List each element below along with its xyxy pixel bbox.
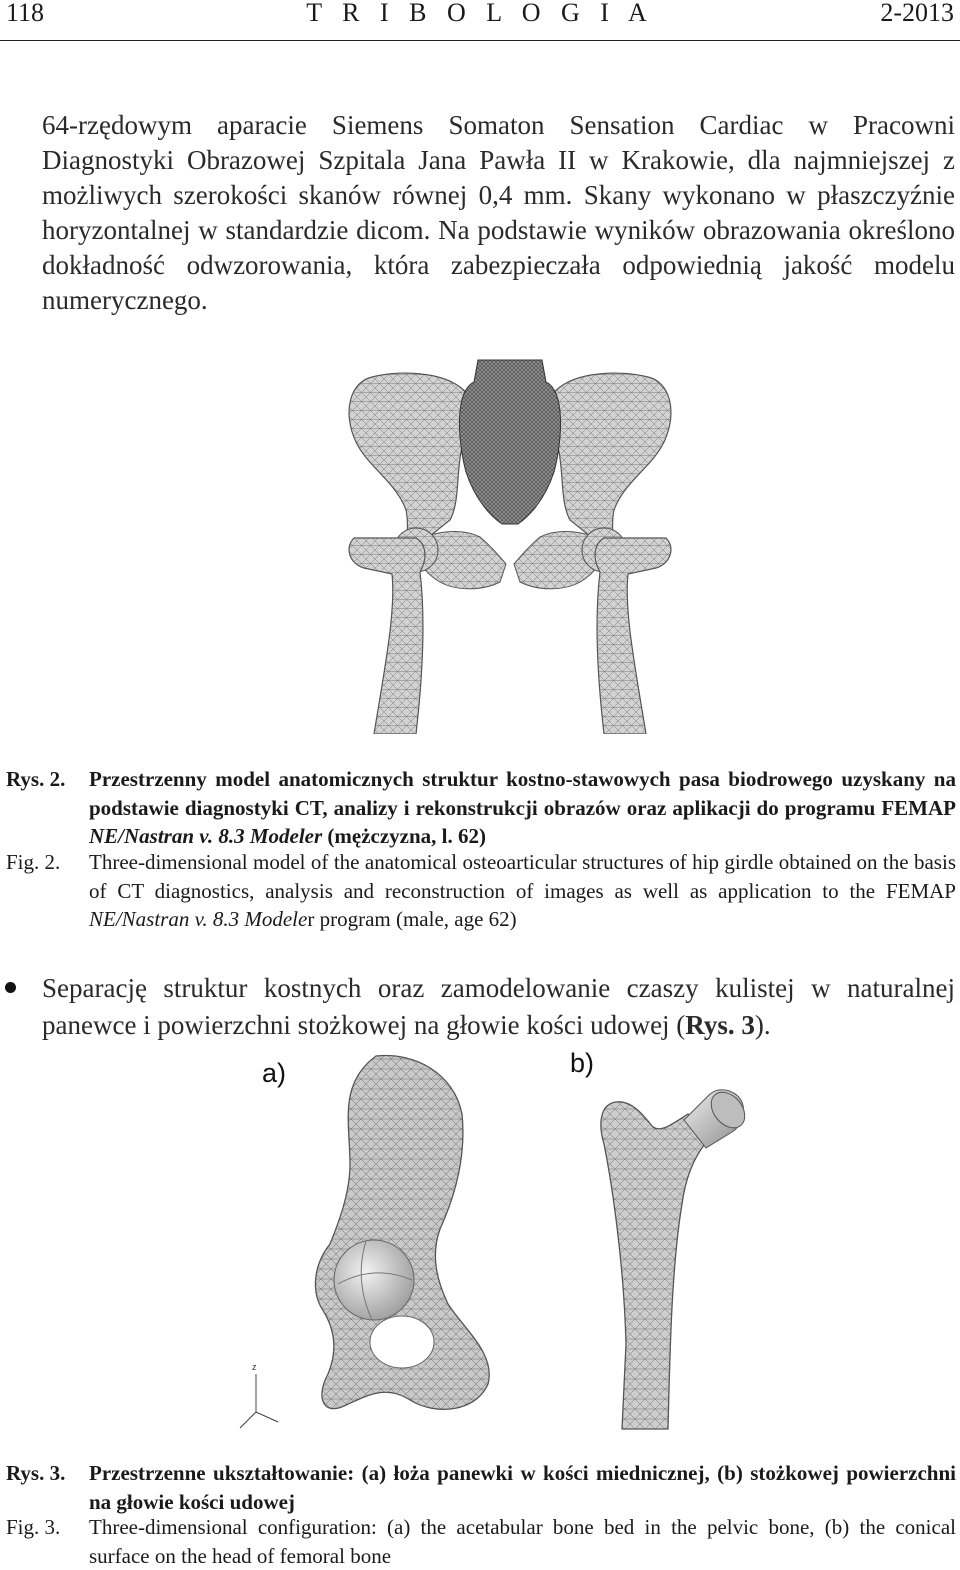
figure2-text-en: Three-dimensional model of the anatomical osteoarticular structures of hip girdle obtained on the basis of CT diagnostics, analysis and reconstruction of images as well as application to the FEMAP NE/Nastran v. 8.3 Modeler program (male, age 62) xyxy=(89,850,956,931)
figure3-label-pl: Rys. 3. xyxy=(6,1461,66,1485)
figure2-label-pl: Rys. 2. xyxy=(6,767,66,791)
journal-title: T R I B O L O G I A xyxy=(306,0,654,27)
figure2-caption-pl xyxy=(6,765,956,848)
figure2-caption-en xyxy=(6,848,956,936)
figure3-text-pl: Przestrzenne ukształtowanie: (a) łoża panewki w kości miednicznej, (b) stożkowej powierzchni na głowie kości udowej xyxy=(89,1461,956,1514)
bullet-point xyxy=(5,982,16,993)
intro-paragraph: 64-rzędowym aparacie Siemens Somaton Sensation Cardiac w Pracowni Diagnostyki Obrazowej Szpitala Jana Pawła II w Krakowie, dla najmniejszej z możliwych szerokości skanów równej 0,4 mm. Skany wykonano w płaszczyźnie horyzontalnej w standardzie dicom. Na podstawie wyników obrazowania określono dokładność odwzorowania, która zabezpieczała odpowiednią jakość modelu numerycznego. xyxy=(42,110,955,315)
femur-cone-mesh xyxy=(560,1044,760,1436)
running-header xyxy=(0,0,960,41)
figure2-text-pl: Przestrzenny model anatomicznych struktur kostno-stawowych pasa biodrowego uzyskany na podstawie diagnostyki CT, analizy i rekonstrukcji obrazów oraz aplikacji do programu FEMAP NE/Nastran v. 8.3 Modeler (mężczyzna, l. 62) xyxy=(89,767,956,848)
figure3-text-en: Three-dimensional configuration: (a) the acetabular bone bed in the pelvic bone, (b) the conical surface on the head of femoral bone xyxy=(89,1515,956,1568)
figure3-label-en: Fig. 3. xyxy=(6,1515,61,1539)
pelvic-bone-mesh xyxy=(226,1044,526,1436)
panel-b-label: b) xyxy=(570,1048,595,1078)
figure3-caption-en xyxy=(6,1513,956,1569)
figure3-caption-pl xyxy=(6,1459,956,1517)
issue-number: 2-2013 xyxy=(880,0,954,27)
figure2-label-en: Fig. 2. xyxy=(6,850,61,874)
bullet-text: Separację struktur kostnych oraz zamodelowanie czaszy kulistej w naturalnej panewce i powierzchni stożkowej na głowie kości udowej (Rys. 3). xyxy=(42,973,955,1040)
panel-a-label: a) xyxy=(262,1058,287,1088)
page-number: 118 xyxy=(6,0,45,27)
pelvis-mesh-figure xyxy=(330,352,690,734)
axis-z-label: z xyxy=(252,1362,257,1372)
